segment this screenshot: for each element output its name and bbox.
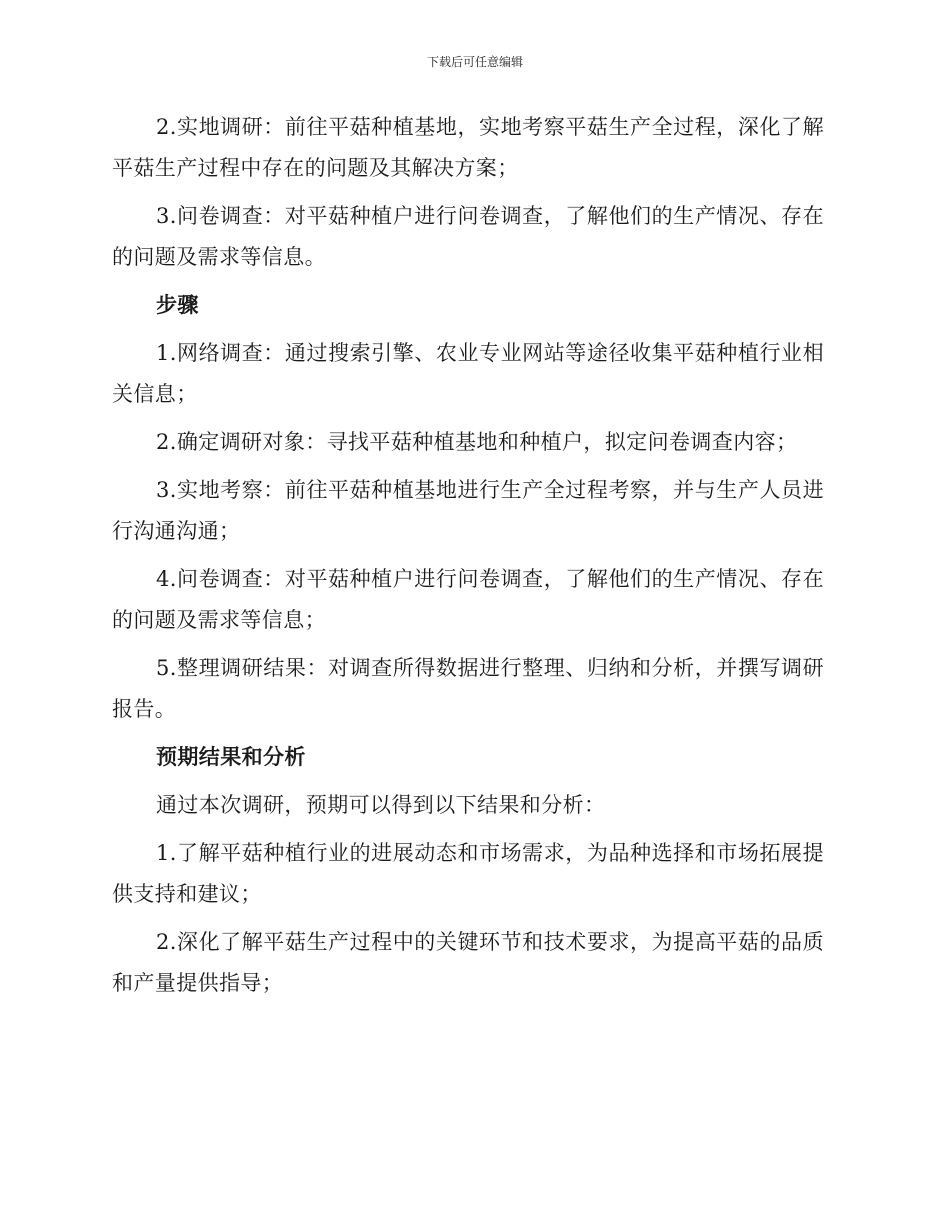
- result-item-2: 2.深化了解平菇生产过程中的关键环节和技术要求，为提高平菇的品质和产量提供指导；: [112, 930, 824, 995]
- step-item-1: 1.网络调查：通过搜索引擎、农业专业网站等途径收集平菇种植行业相关信息；: [112, 341, 824, 406]
- section-heading-steps: 步骤: [156, 293, 199, 317]
- step-item-3: 3.实地考察：前往平菇种植基地进行生产全过程考察，并与生产人员进行沟通沟通；: [112, 478, 824, 543]
- section-heading-expected-results: 预期结果和分析: [156, 745, 306, 769]
- step-item-4: 4.问卷调查：对平菇种植户进行问卷调查，了解他们的生产情况、存在的问题及需求等信息；: [112, 567, 824, 632]
- page-header-note: 下载后可任意编辑: [426, 55, 523, 69]
- paragraph-questionnaire: 3.问卷调查：对平菇种植户进行问卷调查，了解他们的生产情况、存在的问题及需求等信息。: [112, 204, 824, 269]
- step-item-5: 5.整理调研结果：对调查所得数据进行整理、归纳和分析，并撰写调研报告。: [112, 656, 824, 721]
- step-item-2: 2.确定调研对象：寻找平菇种植基地和种植户，拟定问卷调查内容；: [156, 430, 798, 454]
- results-intro: 通过本次调研，预期可以得到以下结果和分析：: [156, 793, 606, 817]
- document-body: [112, 107, 824, 1004]
- result-item-1: 1.了解平菇种植行业的进展动态和市场需求，为品种选择和市场拓展提供支持和建议；: [112, 841, 824, 906]
- paragraph-field-research: 2.实地调研：前往平菇种植基地，实地考察平菇生产全过程，深化了解平菇生产过程中存在的问题及其解决方案；: [112, 115, 824, 180]
